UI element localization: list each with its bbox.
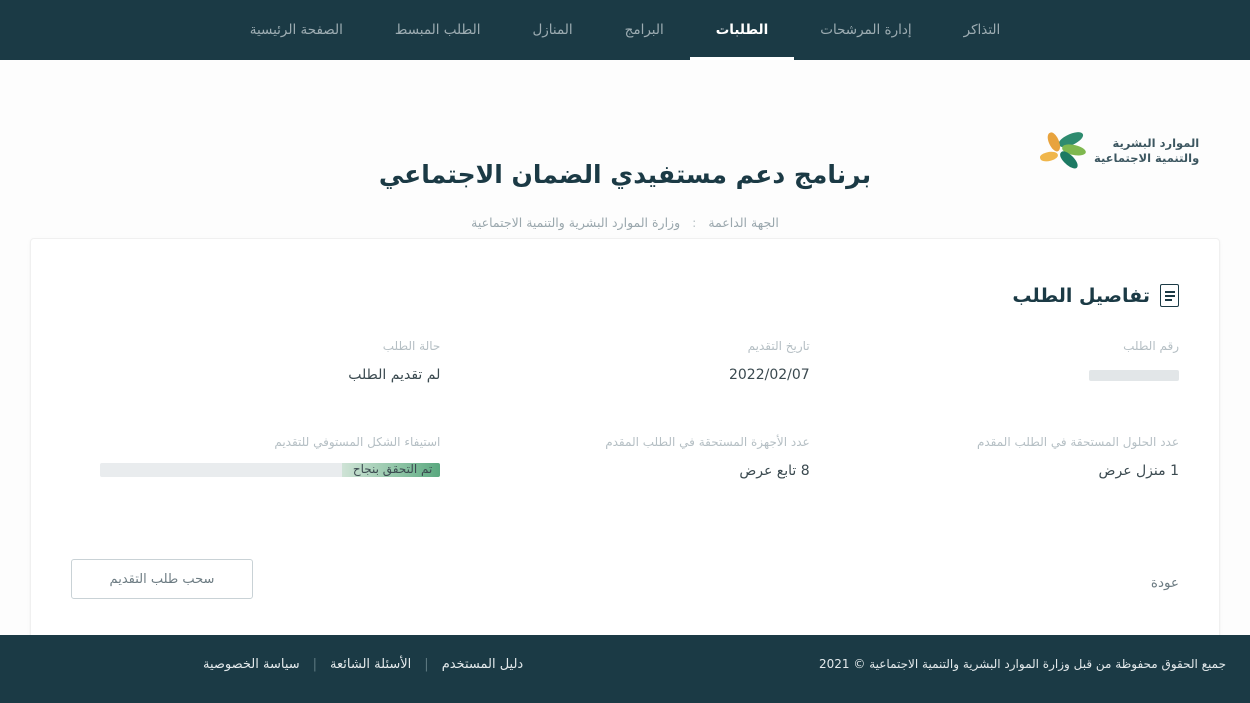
field-eligible-solutions [810,435,1179,479]
field-value-eligible-solutions: 1 منزل عرض [1098,463,1179,479]
nav-item-houses[interactable]: المنازل [532,22,573,38]
field-submission-date [440,339,809,383]
nav-item-requests[interactable]: الطلبات [690,0,795,60]
field-verification-progress [71,435,440,479]
footer-links [190,657,536,672]
field-request-number [810,339,1179,383]
withdraw-request-button[interactable]: سحب طلب التقديم [71,559,253,599]
back-link[interactable]: عودة [1150,575,1179,591]
verification-progress-label: تم التحقق بنجاح [352,463,433,476]
request-details-card [30,238,1220,648]
nav-item-simplified-request[interactable]: الطلب المبسط [394,22,481,38]
top-navigation [0,0,1250,60]
details-grid [71,339,1179,479]
field-label-request-number: رقم الطلب [1123,339,1179,353]
field-label-eligible-solutions: عدد الحلول المستحقة في الطلب المقدم [976,435,1179,449]
field-value-request-number [830,367,1179,383]
provider-label: الجهة الداعمة [708,215,779,230]
nav-item-tickets[interactable]: التذاكر [963,22,1001,38]
page-title: برنامج دعم مستفيدي الضمان الاجتماعي [378,160,872,189]
field-value-submission-date: 2022/02/07 [728,367,810,383]
provider-separator: : [692,215,697,230]
footer-link-privacy[interactable]: سياسة الخصوصية [203,657,300,672]
redacted-value [1089,370,1179,381]
program-provider-row [0,215,1250,230]
card-title-label: تفاصيل الطلب [1012,284,1150,307]
field-value-request-status: لم تقديم الطلب [348,367,441,383]
field-label-eligible-devices: عدد الأجهزة المستحقة في الطلب المقدم [605,435,810,449]
nav-item-manage-filters[interactable]: إدارة المرشحات [820,22,912,38]
field-label-submission-date: تاريخ التقديم [747,339,810,353]
footer-link-faq[interactable]: الأسئلة الشائعة [330,657,412,672]
header-area [0,60,1250,230]
provider-value: وزارة الموارد البشرية والتنمية الاجتماعية [471,215,681,230]
nav-item-home[interactable]: الصفحة الرئيسية [249,22,343,38]
field-label-request-status: حالة الطلب [382,339,441,353]
field-label-verification-progress: استيفاء الشكل المستوفي للتقديم [274,435,441,449]
logo-text-line1: الموارد البشرية [1112,136,1200,150]
logo-text-line2: والتنمية الاجتماعية [1094,151,1200,165]
page-footer [0,635,1250,703]
field-request-status [71,339,440,383]
verification-progress-bar [100,463,440,477]
field-value-eligible-devices: 8 تابع عرض [739,463,810,479]
nav-item-programs[interactable]: البرامج [624,22,664,38]
footer-divider-1: | [312,657,318,672]
field-eligible-devices [440,435,809,479]
footer-link-user-guide[interactable]: دليل المستخدم [441,657,524,672]
footer-copyright: جميع الحقوق محفوظة من قبل وزارة الموارد البشرية والتنمية الاجتماعية © 2021 [819,657,1226,671]
card-title [1012,284,1179,307]
footer-divider-2: | [424,657,429,672]
document-icon [1160,284,1179,307]
